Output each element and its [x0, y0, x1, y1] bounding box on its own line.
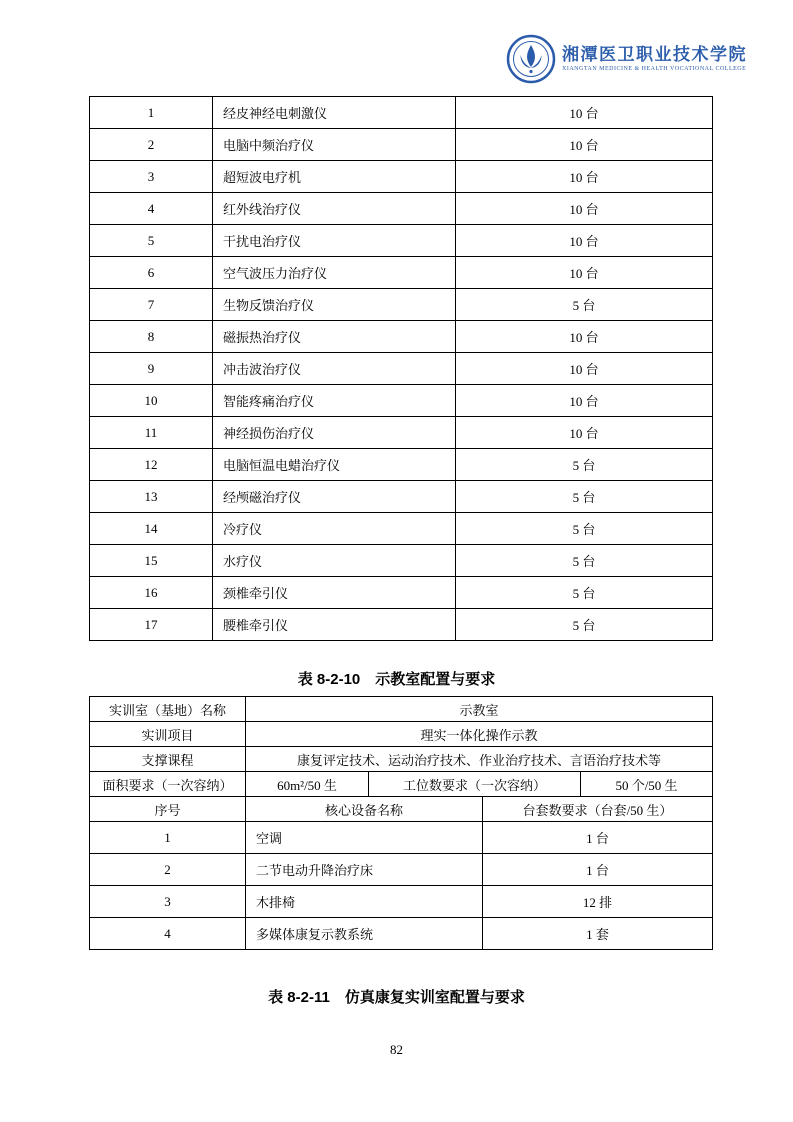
- area-value: 60m²/50 生: [246, 772, 369, 797]
- row-number: 12: [90, 449, 213, 481]
- equipment-quantity: 10 台: [456, 225, 713, 257]
- equipment-name: 生物反馈治疗仪: [213, 289, 456, 321]
- table-row: [90, 577, 713, 609]
- table-row: [90, 772, 713, 797]
- equipment-name: 磁振热治疗仪: [213, 321, 456, 353]
- row-number: 1: [90, 97, 213, 129]
- table-8-2-10: [89, 696, 713, 950]
- equipment-quantity: 5 台: [456, 449, 713, 481]
- table-row: [90, 513, 713, 545]
- equipment-name: 超短波电疗机: [213, 161, 456, 193]
- equipment-quantity: 5 台: [456, 609, 713, 641]
- table-row: [90, 886, 713, 918]
- row-number: 2: [90, 854, 246, 886]
- column-header-number: 序号: [90, 797, 246, 822]
- table-row: [90, 449, 713, 481]
- college-emblem-icon: [506, 34, 556, 84]
- equipment-name: 电脑中频治疗仪: [213, 129, 456, 161]
- table-8-2-10-title: 表 8-2-10 示教室配置与要求: [297, 671, 496, 688]
- room-name-value: 示教室: [246, 697, 713, 722]
- column-header-name: 核心设备名称: [246, 797, 483, 822]
- courses-value: 康复评定技术、运动治疗技术、作业治疗技术、言语治疗技术等: [246, 747, 713, 772]
- row-number: 9: [90, 353, 213, 385]
- table-row: [90, 161, 713, 193]
- table-header-row: [90, 797, 713, 822]
- equipment-name: 空调: [246, 822, 483, 854]
- row-number: 3: [90, 886, 246, 918]
- equipment-name: 冲击波治疗仪: [213, 353, 456, 385]
- equipment-quantity: 5 台: [456, 481, 713, 513]
- table-row: [90, 417, 713, 449]
- college-name-en: XIANGTAN MEDICINE & HEALTH VOCATIONAL COLLEGE: [562, 66, 747, 72]
- equipment-name: 冷疗仪: [213, 513, 456, 545]
- table-row: [90, 697, 713, 722]
- row-number: 4: [90, 918, 246, 950]
- row-number: 14: [90, 513, 213, 545]
- equipment-quantity: 10 台: [456, 193, 713, 225]
- table-8-2-11-title: 表 8-2-11 仿真康复实训室配置与要求: [268, 989, 525, 1006]
- college-name-cn: 湘潭医卫职业技术学院: [562, 45, 747, 64]
- equipment-name: 水疗仪: [213, 545, 456, 577]
- equipment-quantity: 5 台: [456, 577, 713, 609]
- row-number: 6: [90, 257, 213, 289]
- table-row: [90, 353, 713, 385]
- college-logo: [506, 34, 747, 84]
- equipment-quantity: 10 台: [456, 417, 713, 449]
- table-row: [90, 193, 713, 225]
- table-row: [90, 609, 713, 641]
- table-row: [90, 854, 713, 886]
- equipment-name: 红外线治疗仪: [213, 193, 456, 225]
- equipment-quantity: 5 台: [456, 513, 713, 545]
- table-row: [90, 385, 713, 417]
- equipment-quantity: 5 台: [456, 289, 713, 321]
- equipment-name: 颈椎牵引仪: [213, 577, 456, 609]
- equipment-name: 多媒体康复示教系统: [246, 918, 483, 950]
- equipment-quantity: 10 台: [456, 385, 713, 417]
- equipment-quantity: 10 台: [456, 161, 713, 193]
- equipment-name: 智能疼痛治疗仪: [213, 385, 456, 417]
- row-number: 5: [90, 225, 213, 257]
- project-value: 理实一体化操作示教: [246, 722, 713, 747]
- row-number: 15: [90, 545, 213, 577]
- table-row: [90, 257, 713, 289]
- page-number: 82: [390, 1042, 403, 1057]
- equipment-name: 腰椎牵引仪: [213, 609, 456, 641]
- table-row: [90, 321, 713, 353]
- equipment-name: 神经损伤治疗仪: [213, 417, 456, 449]
- equipment-quantity: 10 台: [456, 321, 713, 353]
- row-number: 4: [90, 193, 213, 225]
- row-number: 17: [90, 609, 213, 641]
- equipment-quantity: 1 台: [483, 854, 713, 886]
- equipment-name: 经皮神经电刺激仪: [213, 97, 456, 129]
- equipment-quantity: 10 台: [456, 257, 713, 289]
- table-row: [90, 747, 713, 772]
- courses-label: 支撑课程: [90, 747, 246, 772]
- equipment-quantity: 10 台: [456, 97, 713, 129]
- row-number: 11: [90, 417, 213, 449]
- row-number: 10: [90, 385, 213, 417]
- table-row: [90, 722, 713, 747]
- equipment-name: 空气波压力治疗仪: [213, 257, 456, 289]
- equipment-quantity: 5 台: [456, 545, 713, 577]
- row-number: 8: [90, 321, 213, 353]
- equipment-name: 电脑恒温电蜡治疗仪: [213, 449, 456, 481]
- equipment-name: 干扰电治疗仪: [213, 225, 456, 257]
- table-row: [90, 918, 713, 950]
- row-number: 1: [90, 822, 246, 854]
- table-row: [90, 225, 713, 257]
- room-name-label: 实训室（基地）名称: [90, 697, 246, 722]
- equipment-quantity: 1 台: [483, 822, 713, 854]
- equipment-quantity: 1 套: [483, 918, 713, 950]
- equipment-name: 木排椅: [246, 886, 483, 918]
- column-header-qty: 台套数要求（台套/50 生）: [483, 797, 713, 822]
- equipment-quantity: 12 排: [483, 886, 713, 918]
- table-row: [90, 129, 713, 161]
- equipment-quantity: 10 台: [456, 353, 713, 385]
- equipment-name: 二节电动升降治疗床: [246, 854, 483, 886]
- table-row: [90, 545, 713, 577]
- area-label: 面积要求（一次容纳）: [90, 772, 246, 797]
- stations-label: 工位数要求（一次容纳）: [369, 772, 581, 797]
- row-number: 2: [90, 129, 213, 161]
- table-row: [90, 97, 713, 129]
- stations-value: 50 个/50 生: [581, 772, 713, 797]
- row-number: 3: [90, 161, 213, 193]
- equipment-name: 经颅磁治疗仪: [213, 481, 456, 513]
- row-number: 13: [90, 481, 213, 513]
- row-number: 7: [90, 289, 213, 321]
- college-name-block: [562, 45, 747, 73]
- table-row: [90, 822, 713, 854]
- row-number: 16: [90, 577, 213, 609]
- project-label: 实训项目: [90, 722, 246, 747]
- table-row: [90, 481, 713, 513]
- equipment-quantity: 10 台: [456, 129, 713, 161]
- equipment-quantity-table: [89, 96, 713, 641]
- table-row: [90, 289, 713, 321]
